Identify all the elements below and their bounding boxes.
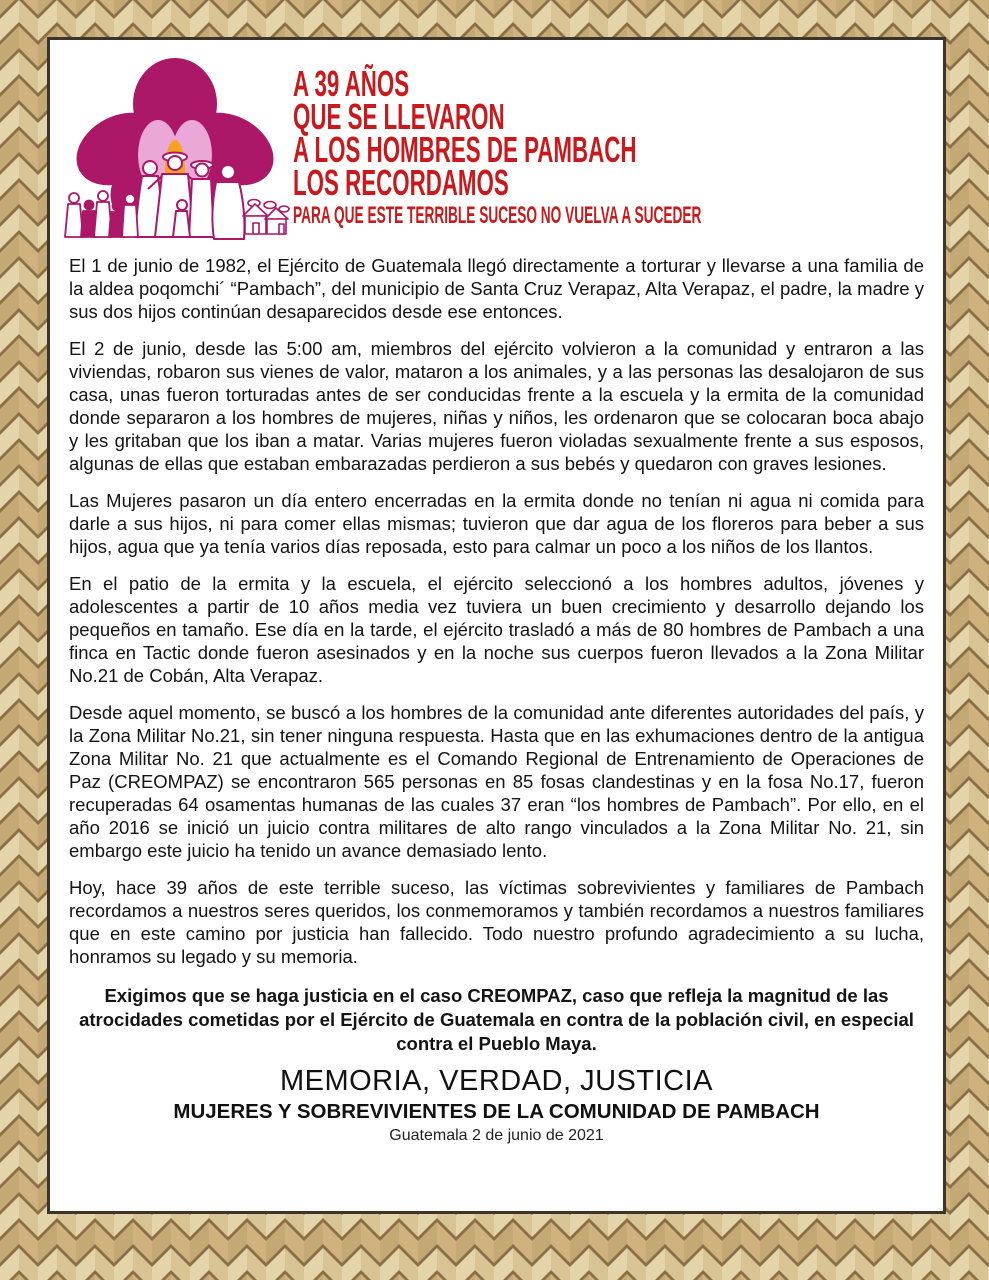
paragraph-6: Hoy, hace 39 años de este terrible suceso, las víctimas sobrevivientes y familiares de Pambach recordamos a nuestros seres queridos, los conmemoramos y también recordamos a nuestros familiares que en este camino por justicia han fallecido. Todo nuestro profundo agradecimiento a su lucha, honramos su legado y su memoria.: [69, 877, 924, 967]
document-body: [69, 254, 924, 1056]
dateline: Guatemala 2 de junio de 2021: [389, 1127, 604, 1144]
headline-subtitle: PARA QUE ESTE TERRIBLE SUCESO NO VUELVA A SUCEDER: [293, 202, 702, 229]
paragraph-2: El 2 de junio, desde las 5:00 am, miembros del ejército volvieron a la comunidad y entraron a las viviendas, robaron sus vienes de valor, mataron a los animales, y a las personas las desalojaron de sus casa, unas fueron torturadas antes de ser conducidas frente a la escuela y la ermita de la comunidad donde separaron a los hombres de mujeres, niñas y niños, les ordenaron que se colocaran boca abajo y les gritaban que los iban a matar. Varias mujeres fueron violadas sexualmente frente a sus esposos, algunas de ellas que estaban embarazadas perdieron a sus bebés y quedaron con graves lesiones.: [69, 338, 924, 474]
document-footer: [69, 1064, 924, 1147]
slogan-line: MEMORIA, VERDAD, JUSTICIA: [279, 1065, 714, 1097]
community-logo: [58, 55, 293, 248]
headline-block: [293, 63, 946, 229]
signatories-line: MUJERES Y SOBREVIVIENTES DE LA COMUNIDAD DE PAMBACH: [173, 1100, 820, 1123]
paragraph-5: Desde aquel momento, se buscó a los hombres de la comunidad ante diferentes autoridades del país, y la Zona Militar No.21, sin tener ninguna respuesta. Hasta que en las exhumaciones dentro de la antigua Zona Militar No. 21 que actualmente es el Comando Regional de Entrenamiento de Operaciones de Paz (CREOMPAZ) se encontraron 565 personas en 85 fosas clandestinas y en la fosa No.17, fueron recuperadas 64 osamentas humanas de las cuales 37 eran “los hombres de Pambach”. Por ello, en el año 2016 se inició un juicio contra militares de alto rango vinculados a la Zona Militar No. 21, sin embargo este juicio ha tenido un avance demasiado lento.: [69, 702, 924, 861]
paragraph-1: El 1 de junio de 1982, el Ejército de Guatemala llegó directamente a torturar y llevarse a una familia de la aldea poqomchi´ “Pambach”, del municipio de Santa Cruz Verapaz, Alta Verapaz, el padre, la madre y sus dos hijos continúan desaparecidos desde ese entonces.: [69, 255, 924, 322]
demand-paragraph: Exigimos que se haga justicia en el caso CREOMPAZ, caso que refleja la magnitud de las atrocidades cometidas por el Ejército de Guatemala en contra de la población civil, en especial contra el Pueblo Maya.: [79, 985, 914, 1054]
document-header: [69, 54, 924, 246]
headline-line-2: QUE SE LLEVARON: [293, 96, 505, 137]
paragraph-4: En el patio de la ermita y la escuela, el ejército seleccionó a los hombres adultos, jóvenes y adolescentes a partir de 10 años media vez tuviera un buen crecimiento y desarrollo dejando los pequeños en tamaño. Ese día en la tarde, el ejército trasladó a más de 80 hombres de Pambach a una finca en Tactic donde fueron asesinados y en la noche sus cuerpos fueron llevados a la Zona Militar No.21 de Cobán, Alta Verapaz.: [69, 573, 924, 686]
document-card: [47, 37, 946, 1214]
headline-line-3: A LOS HOMBRES DE PAMBACH: [293, 129, 637, 170]
crowd-figures: [65, 191, 138, 237]
houses: [243, 200, 289, 235]
headline-line-4: LOS RECORDAMOS: [293, 162, 509, 203]
headline-line-1: A 39 AÑOS: [293, 63, 410, 104]
flower-people-logo-icon: [58, 55, 293, 243]
paragraph-3: Las Mujeres pasaron un día entero encerradas en la ermita donde no tenían ni agua ni comida para darle a sus hijos, ni para comer ellas mismas; tuvieron que dar agua de los floreros para beber a sus hijos, agua que ya tenía varios días reposada, esto para calmar un poco a los niños de los llantos.: [69, 490, 924, 557]
